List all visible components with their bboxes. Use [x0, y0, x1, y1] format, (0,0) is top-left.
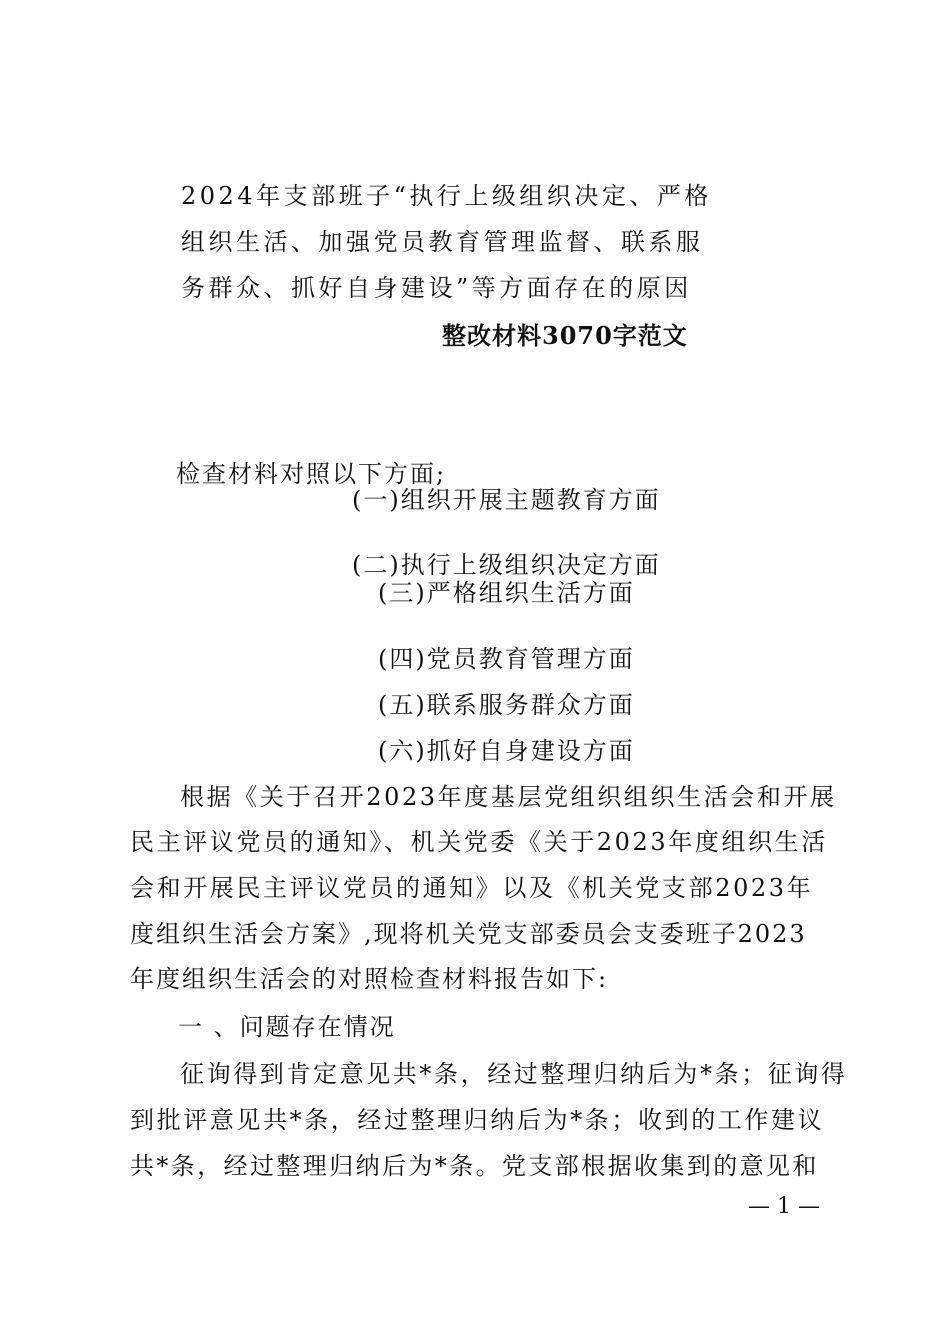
title-line-2: 组织生活、加强党员教育管理监督、联系服: [181, 228, 704, 256]
paragraph1-line-1: 根据《关于召开2023年度基层党组织组织生活会和开展: [180, 783, 837, 811]
paragraph1-line-5: 年度组织生活会的对照检查材料报告如下:: [130, 965, 609, 993]
paragraph2-line-1: 征询得到肯定意见共*条，经过整理归纳后为*条；征询得: [180, 1060, 848, 1088]
aspect-item-4: (四)党员教育管理方面: [378, 645, 635, 673]
aspect-item-5: (五)联系服务群众方面: [378, 691, 635, 719]
aspect-item-6: (六)抓好自身建设方面: [378, 737, 635, 765]
title-subtitle: 整改材料3070字范文: [442, 321, 688, 350]
paragraph1-line-3: 会和开展民主评议党员的通知》以及《机关党支部2023年: [130, 874, 814, 902]
section-heading: 一 、问题存在情况: [178, 1013, 396, 1041]
title-line-1: 2024年支部班子“执行上级组织决定、严格: [181, 182, 712, 210]
aspect-item-3: (三)严格组织生活方面: [378, 579, 635, 607]
paragraph2-line-3: 共*条，经过整理归纳后为*条。党支部根据收集到的意见和: [130, 1152, 819, 1180]
paragraph2-line-2: 到批评意见共*条，经过整理归纳后为*条；收到的工作建议: [130, 1106, 825, 1134]
page-number: — 1 —: [748, 1194, 820, 1219]
title-line-3: 务群众、抓好自身建设”等方面存在的原因: [181, 274, 692, 302]
aspect-item-2: (二)执行上级组织决定方面: [352, 551, 661, 579]
paragraph1-line-4: 度组织生活会方案》,现将机关党支部委员会支委班子2023: [130, 920, 807, 948]
paragraph1-line-2: 民主评议党员的通知》、机关党委《关于2023年度组织生活: [130, 828, 828, 856]
intro-text: 检查材料对照以下方面;: [176, 460, 447, 488]
aspect-item-1: (一)组织开展主题教育方面: [352, 486, 661, 514]
